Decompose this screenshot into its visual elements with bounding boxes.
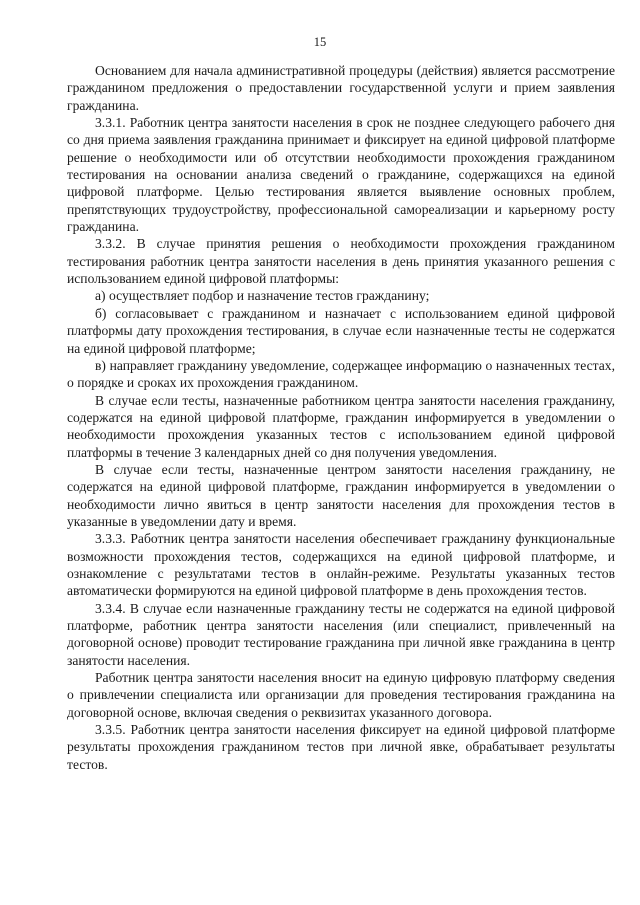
paragraph-3-3-4: 3.3.4. В случае если назначенные гражданину тесты не содержатся на единой цифровой платформе, работник центра занятости населения (или специалист, привлеченный на договорной основе) проводит тестирование гражданина при личной явке гражданина в центр занятости населения. — [67, 600, 615, 668]
paragraph-3-3-2: 3.3.2. В случае принятия решения о необходимости прохождения гражданином тестирования работник центра занятости населения в день принятия указанного решения с использованием единой цифровой платформы: — [67, 236, 615, 287]
list-item-v: в) направляет гражданину уведомление, содержащее информацию о назначенных тестах, о порядке и сроках их прохождения гражданином. — [67, 357, 615, 391]
paragraph-3-3-5: 3.3.5. Работник центра занятости населения фиксирует на единой цифровой платформе результаты прохождения гражданином тестов при личной явке, обрабатывает результаты тестов. — [67, 722, 615, 772]
paragraph-basis: Основанием для начала административной процедуры (действия) является рассмотрение гражданином предложения о предоставлении государственной услуги и прием заявления гражданина. — [67, 63, 615, 113]
paragraph-3-3-1: 3.3.1. Работник центра занятости населения в срок не позднее следующего рабочего дня со дня приема заявления гражданина принимает и фиксирует на единой цифровой платформе решение о необходимости или об отсутствии необходимости прохождения гражданином тестирования на основании анализа сведений о гражданине, содержащихся на единой цифровой платформе. Целью тестирования является выявление основных проблем, препятствующих трудоустройству, профессиональной самореализации и карьерному росту гражданина. — [67, 115, 615, 235]
paragraph-tests-on-platform: В случае если тесты, назначенные работником центра занятости населения гражданину, содержатся на единой цифровой платформе, гражданин информируется в уведомлении о необходимости прохождения указанных тестов с использованием единой цифровой платформы в течение 3 календарных дней со дня получения уведомления. — [67, 392, 615, 460]
document-body — [67, 62, 615, 773]
page-number: 15 — [313, 35, 327, 49]
list-item-a: а) осуществляет подбор и назначение тестов гражданину; — [95, 288, 430, 304]
paragraph-3-3-3: 3.3.3. Работник центра занятости населения обеспечивает гражданину функциональные возможности прохождения тестов, содержащихся на единой цифровой платформе, и ознакомление с результатами тестов в онлайн-режиме. Результаты указанных тестов автоматически формируются на единой цифровой платформе в день прохождения тестов. — [67, 531, 615, 599]
list-item-b: б) согласовывает с гражданином и назначает с использованием единой цифровой платформы дату прохождения тестирования, в случае если назначенные тесты не содержатся на единой цифровой платформе; — [67, 305, 615, 356]
paragraph-tests-not-on-platform: В случае если тесты, назначенные центром занятости населения гражданину, не содержатся на единой цифровой платформе, гражданин информируется в уведомлении о необходимости лично явиться в центр занятости населения для прохождения тестов в указанные в уведомлении дату и время. — [67, 461, 615, 529]
paragraph-contractor-info: Работник центра занятости населения вносит на единую цифровую платформу сведения о привлечении специалиста или организации для проведения тестирования гражданина на договорной основе, включая сведения о реквизитах указанного договора. — [67, 670, 615, 720]
